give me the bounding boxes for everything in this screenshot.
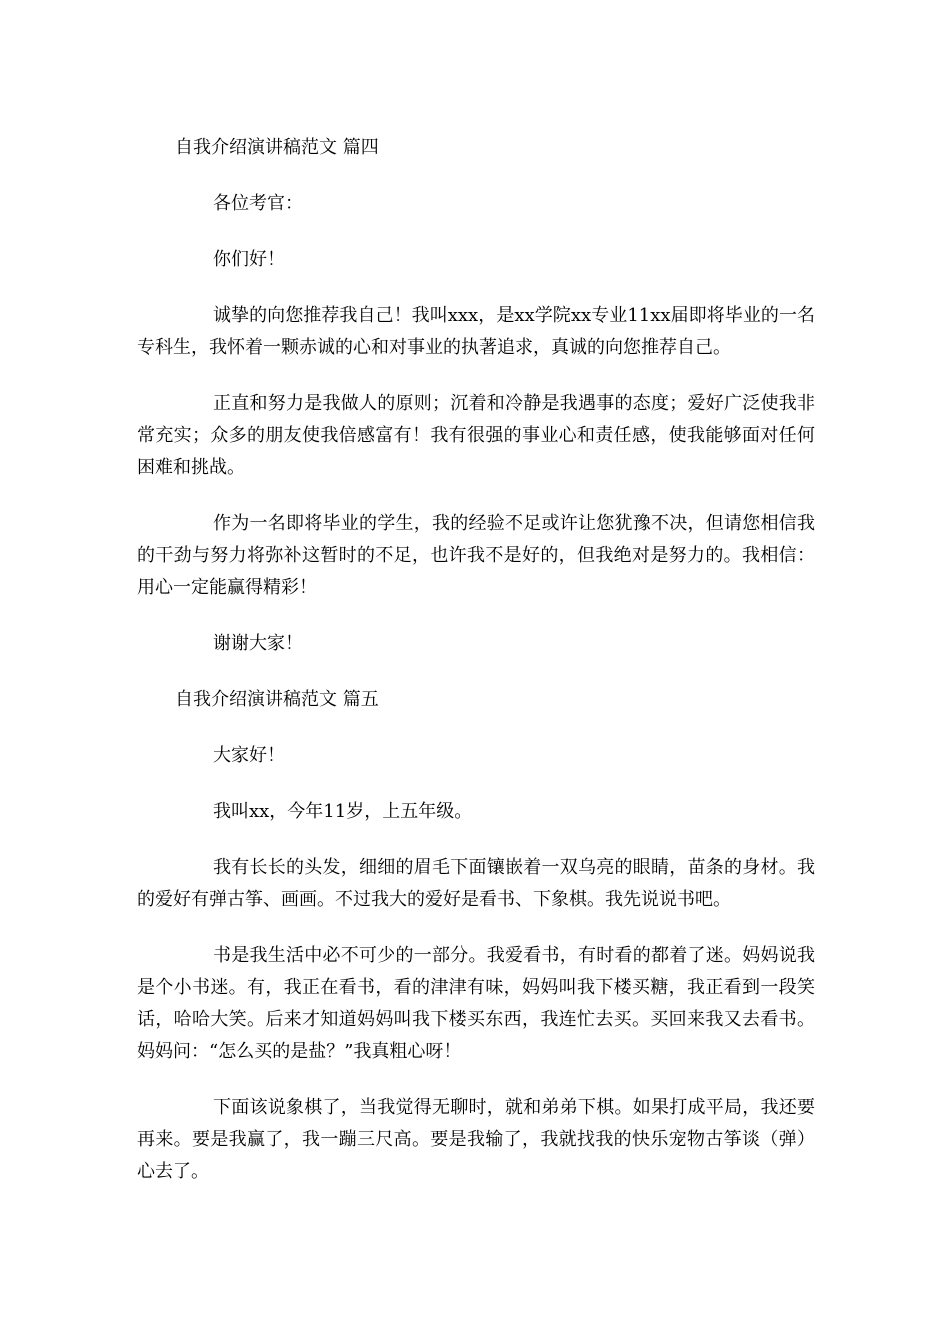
document-body	[137, 132, 815, 1188]
body-paragraph: 书是我生活中必不可少的一部分。我爱看书，有时看的都着了迷。妈妈说我是个小书迷。有，我正在看书，看的津津有味，妈妈叫我下楼买糖，我正看到一段笑话，哈哈大笑。后来才知道妈妈叫我下楼买东西，我连忙去买。买回来我又去看书。妈妈问：“怎么买的是盐？”我真粗心呀！	[137, 945, 815, 1062]
closing-paragraph: 谢谢大家！	[213, 633, 303, 654]
body-paragraph: 作为一名即将毕业的学生，我的经验不足或许让您犹豫不决，但请您相信我的干劲与努力将弥补这暂时的不足，也许我不是好的，但我绝对是努力的。我相信：用心一定能赢得精彩！	[137, 513, 815, 598]
salutation-paragraph: 各位考官：	[213, 193, 303, 214]
body-paragraph: 我叫xx，今年11岁，上五年级。	[213, 801, 473, 822]
body-paragraph: 下面该说象棋了，当我觉得无聊时，就和弟弟下棋。如果打成平局，我还要再来。要是我赢了，我一蹦三尺高。要是我输了，我就找我的快乐宠物古筝谈（弹）心去了。	[137, 1097, 815, 1182]
body-paragraph: 正直和努力是我做人的原则；沉着和冷静是我遇事的态度；爱好广泛使我非常充实；众多的朋友使我倍感富有！我有很强的事业心和责任感，使我能够面对任何困难和挑战。	[137, 393, 815, 478]
body-paragraph: 诚挚的向您推荐我自己！我叫xxx，是xx学院xx专业11xx届即将毕业的一名专科生，我怀着一颗赤诚的心和对事业的执著追求，真诚的向您推荐自己。	[137, 305, 815, 358]
body-paragraph: 我有长长的头发，细细的眉毛下面镶嵌着一双乌亮的眼睛，苗条的身材。我的爱好有弹古筝、画画。不过我大的爱好是看书、下象棋。我先说说书吧。	[137, 857, 815, 910]
greeting-paragraph: 你们好！	[213, 249, 285, 270]
section-heading-4: 自我介绍演讲稿范文 篇四	[175, 137, 379, 158]
greeting-paragraph: 大家好！	[213, 745, 285, 766]
section-heading-5: 自我介绍演讲稿范文 篇五	[175, 689, 379, 710]
